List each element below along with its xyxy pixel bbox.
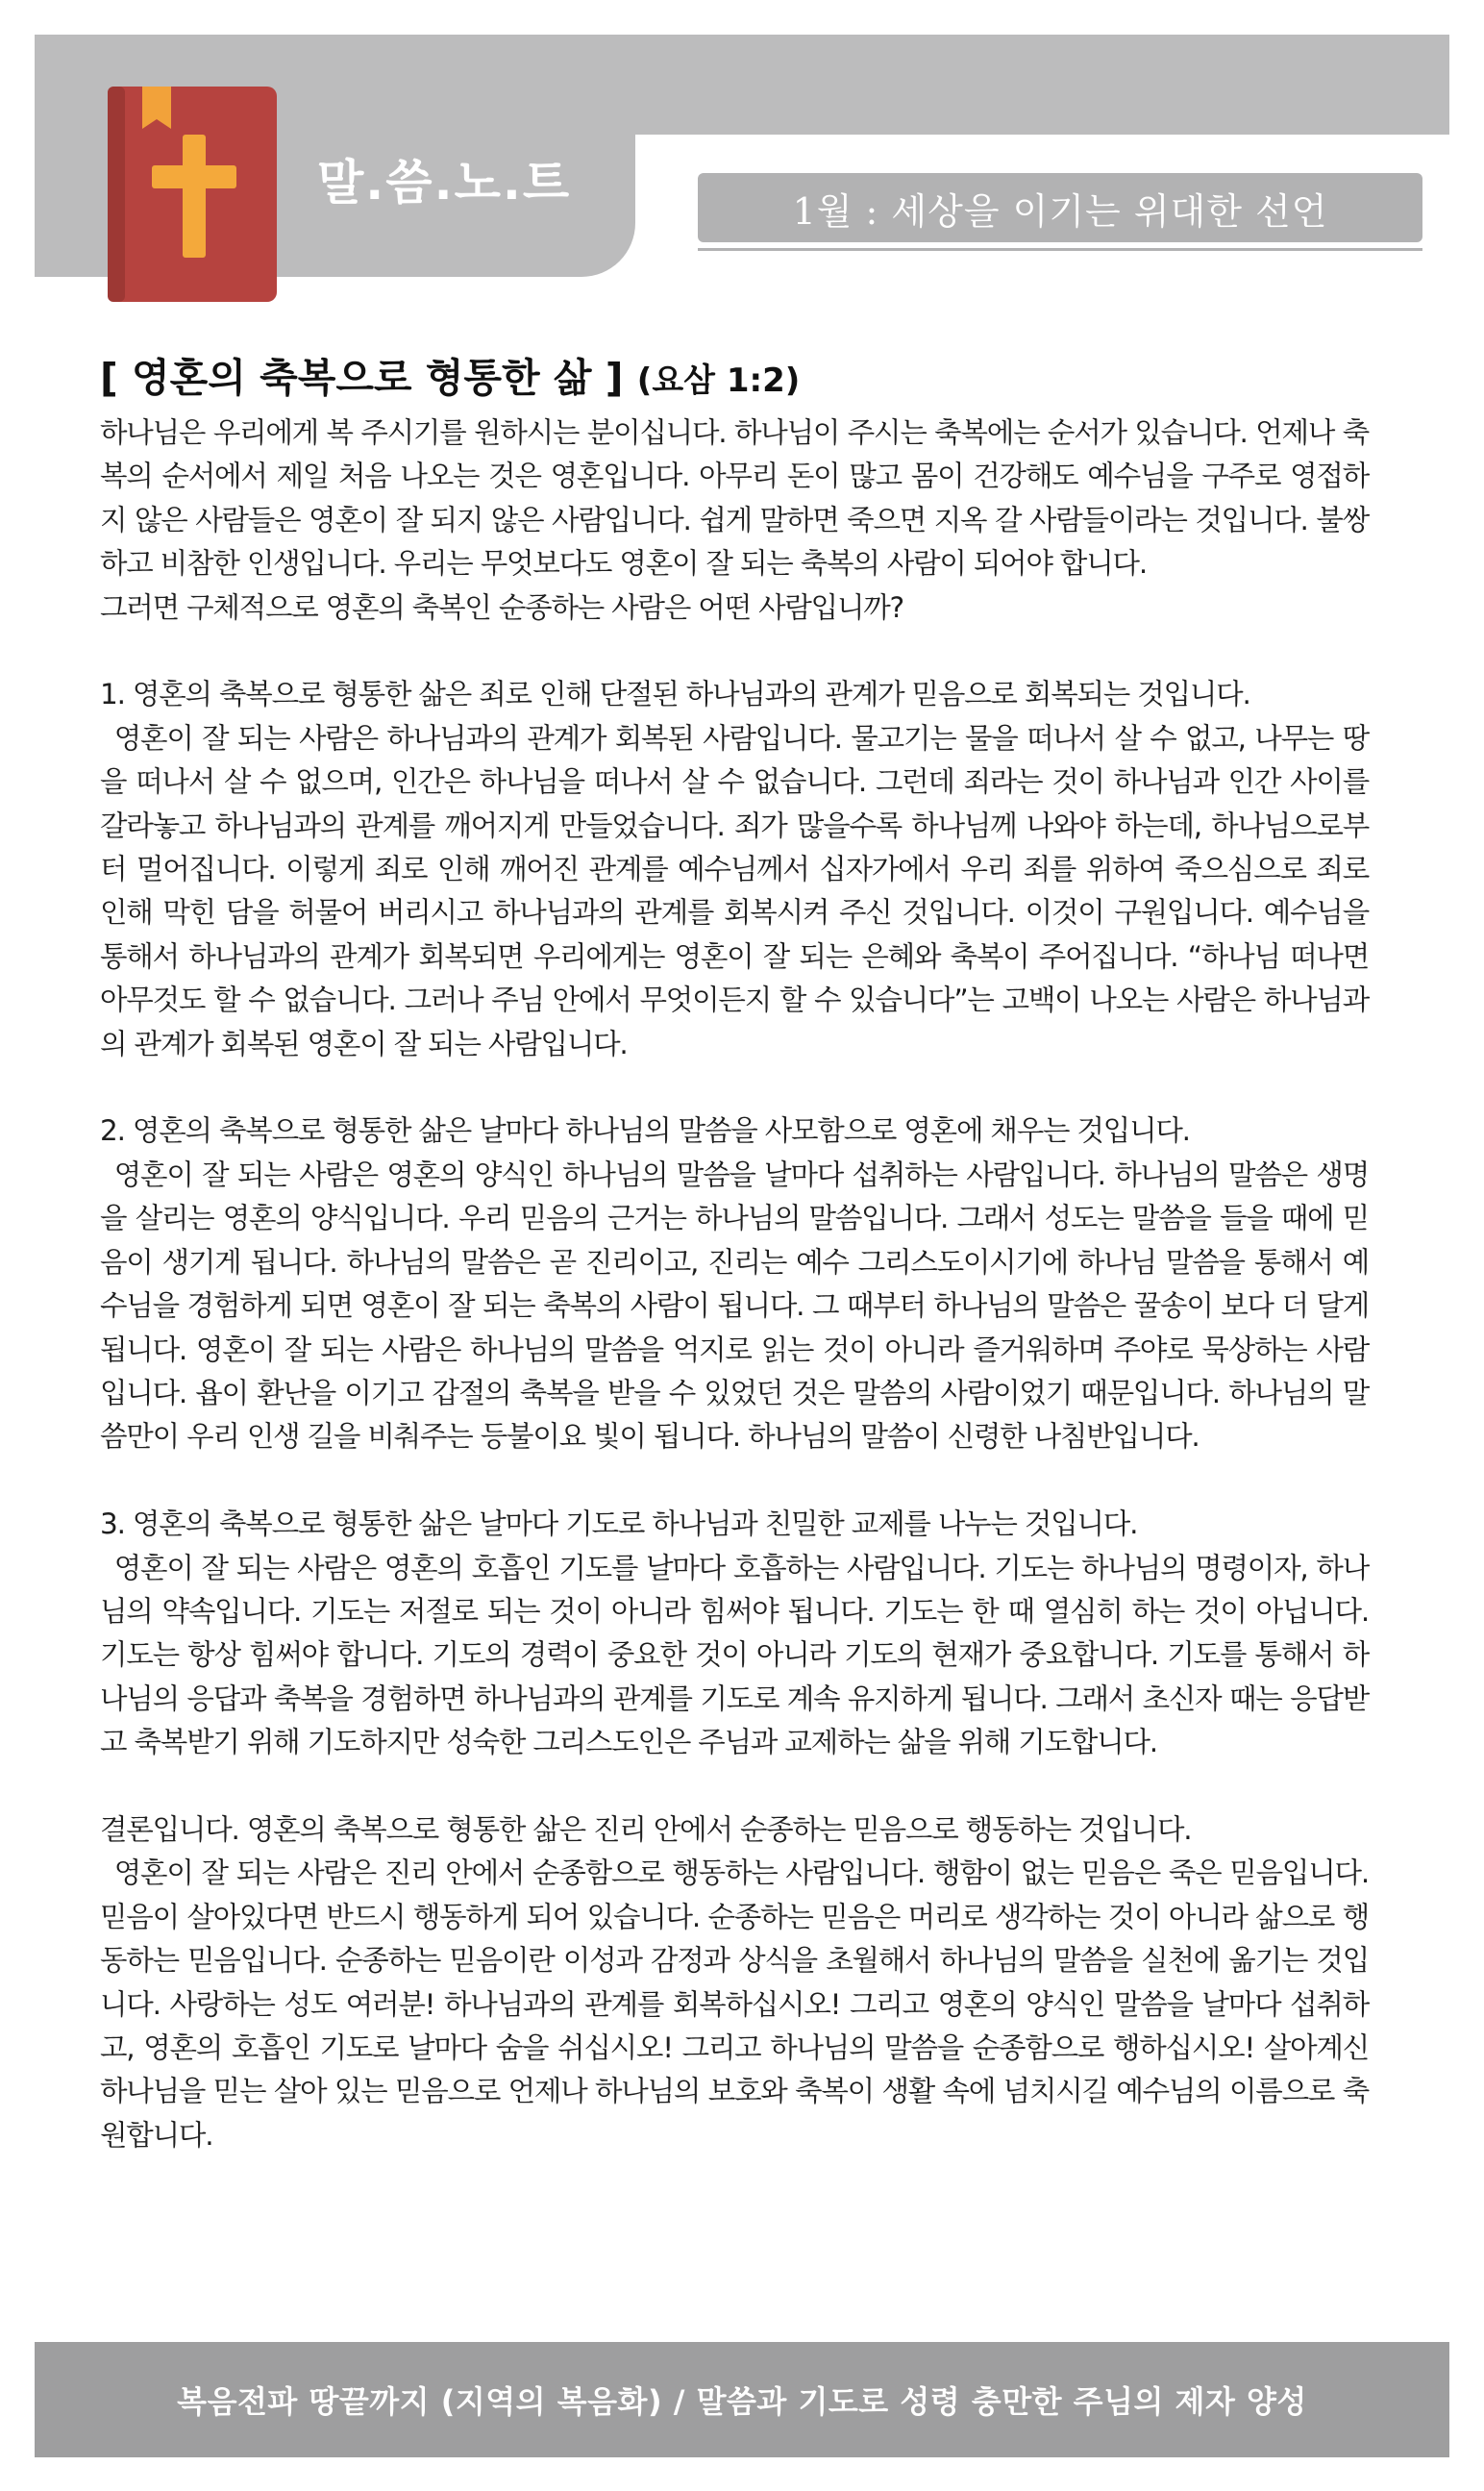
- series-title: 1월 : 세상을 이기는 위대한 선언: [792, 189, 1328, 233]
- point-heading: 1. 영혼의 축복으로 형통한 삶은 죄로 인해 단절된 하나님과의 관계가 믿음으로 회복되는 것입니다.: [100, 678, 1250, 711]
- point-body: 영혼이 잘 되는 사람은 영혼의 양식인 하나님의 말씀을 날마다 섭취하는 사람입니다. 하나님의 말씀은 생명을 살리는 영혼의 양식입니다. 우리 믿음의 근거는 하나님의 말씀입니다. 그래서 성도는 말씀을 들을 때에 믿음이 생기게 됩니다. 하나님의 말씀은 곧 진리이고, 진리는 예수 그리스도이시기에 하나님 말씀을 통해서 예수님을 경험하게 되면 영혼이 잘 되는 축복의 사람이 됩니다. 그 때부터 하나님의 말씀은 꿀송이 보다 더 달게 됩니다. 영혼이 잘 되는 사람은 하나님의 말씀을 억지로 읽는 것이 아니라 즐거워하며 주야로 묵상하는 사람입니다. 욥이 환난을 이기고 갑절의 축복을 받을 수 있었던 것은 말씀의 사람이었기 때문입니다. 하나님의 말씀만이 우리 인생 길을 비춰주는 등불이요 빛이 됩니다. 하나님의 말씀이 신령한 나침반입니다.: [100, 1158, 1369, 1454]
- scripture-reference: (요삼 1:2): [636, 361, 801, 400]
- sermon-title-text: [ 영혼의 축복으로 형통한 삶 ]: [100, 355, 624, 401]
- point-body: 영혼이 잘 되는 사람은 영혼의 호흡인 기도를 날마다 호흡하는 사람입니다. 기도는 하나님의 명령이자, 하나님의 약속입니다. 기도는 저절로 되는 것이 아니라 힘써야 됩니다. 기도는 한 때 열심히 하는 것이 아닙니다. 기도는 항상 힘써야 합니다. 기도의 경력이 중요한 것이 아니라 기도의 현재가 중요합니다. 기도를 통해서 하나님의 응답과 축복을 경험하면 하나님과의 관계를 기도로 계속 유지하게 됩니다. 그래서 초신자 때는 응답받고 축복받기 위해 기도하지만 성숙한 그리스도인은 주님과 교제하는 삶을 위해 기도합니다.: [100, 1551, 1369, 1759]
- point-heading: 3. 영혼의 축복으로 형통한 삶은 날마다 기도로 하나님과 친밀한 교제를 나누는 것입니다.: [100, 1507, 1138, 1541]
- point-heading: 2. 영혼의 축복으로 형통한 삶은 날마다 하나님의 말씀을 사모함으로 영혼에 채우는 것입니다.: [100, 1114, 1190, 1148]
- sermon-title: [100, 346, 800, 403]
- sermon-content: [100, 411, 1369, 2157]
- series-divider: [698, 248, 1422, 251]
- brand-title: 말.씀.노.트: [317, 155, 572, 211]
- point-body: 영혼이 잘 되는 사람은 하나님과의 관계가 회복된 사람입니다. 물고기는 물을 떠나서 살 수 없고, 나무는 땅을 떠나서 살 수 없으며, 인간은 하나님을 떠나서 살 수 없습니다. 그런데 죄라는 것이 하나님과 인간 사이를 갈라놓고 하나님과의 관계를 깨어지게 만들었습니다. 죄가 많을수록 하나님께 나와야 하는데, 하나님으로부터 멀어집니다. 이렇게 죄로 인해 깨어진 관계를 예수님께서 십자가에서 우리 죄를 위하여 죽으심으로 죄로 인해 막힌 담을 허물어 버리시고 하나님과의 관계를 회복시켜 주신 것입니다. 이것이 구원입니다. 예수님을 통해서 하나님과의 관계가 회복되면 우리에게는 영혼이 잘 되는 은혜와 축복이 주어집니다. “하나님 떠나면 아무것도 할 수 없습니다. 그러나 주님 안에서 무엇이든지 할 수 있습니다”는 고백이 나오는 사람은 하나님과의 관계가 회복된 영혼이 잘 되는 사람입니다.: [100, 721, 1369, 1060]
- series-title-box: [698, 173, 1422, 242]
- footer-banner: [35, 2342, 1449, 2457]
- conclusion-heading: 결론입니다. 영혼의 축복으로 형통한 삶은 진리 안에서 순종하는 믿음으로 행동하는 것입니다.: [100, 1812, 1192, 1846]
- bible-cross-icon: [108, 87, 277, 302]
- intro-question: 그러면 구체적으로 영혼의 축복인 순종하는 사람은 어떤 사람입니까?: [100, 590, 904, 624]
- conclusion-body: 영혼이 잘 되는 사람은 진리 안에서 순종함으로 행동하는 사람입니다. 행함이 없는 믿음은 죽은 믿음입니다. 믿음이 살아있다면 반드시 행동하게 되어 있습니다. 순종하는 믿음은 머리로 생각하는 것이 아니라 삶으로 행동하는 믿음입니다. 순종하는 믿음이란 이성과 감정과 상식을 초월해서 하나님의 말씀을 실천에 옮기는 것입니다. 사랑하는 성도 여러분! 하나님과의 관계를 회복하십시오! 그리고 영혼의 양식인 말씀을 날마다 섭취하고, 영혼의 호흡인 기도로 날마다 숨을 쉬십시오! 그리고 하나님의 말씀을 순종함으로 행하십시오! 살아계신 하나님을 믿는 살아 있는 믿음으로 언제나 하나님의 보호와 축복이 생활 속에 넘치시길 예수님의 이름으로 축원합니다.: [100, 1856, 1369, 2152]
- footer-motto: 복음전파 땅끝까지 (지역의 복음화) / 말씀과 기도로 성령 충만한 주님의 제자 양성: [177, 2383, 1307, 2420]
- intro-paragraph: 하나님은 우리에게 복 주시기를 원하시는 분이십니다. 하나님이 주시는 축복에는 순서가 있습니다. 언제나 축복의 순서에서 제일 처음 나오는 것은 영혼입니다. 아무리 돈이 많고 몸이 건강해도 예수님을 구주로 영접하지 않은 사람들은 영혼이 잘 되지 않은 사람입니다. 쉽게 말하면 죽으면 지옥 갈 사람들이라는 것입니다. 불쌍하고 비참한 인생입니다. 우리는 무엇보다도 영혼이 잘 되는 축복의 사람이 되어야 합니다.: [100, 416, 1369, 581]
